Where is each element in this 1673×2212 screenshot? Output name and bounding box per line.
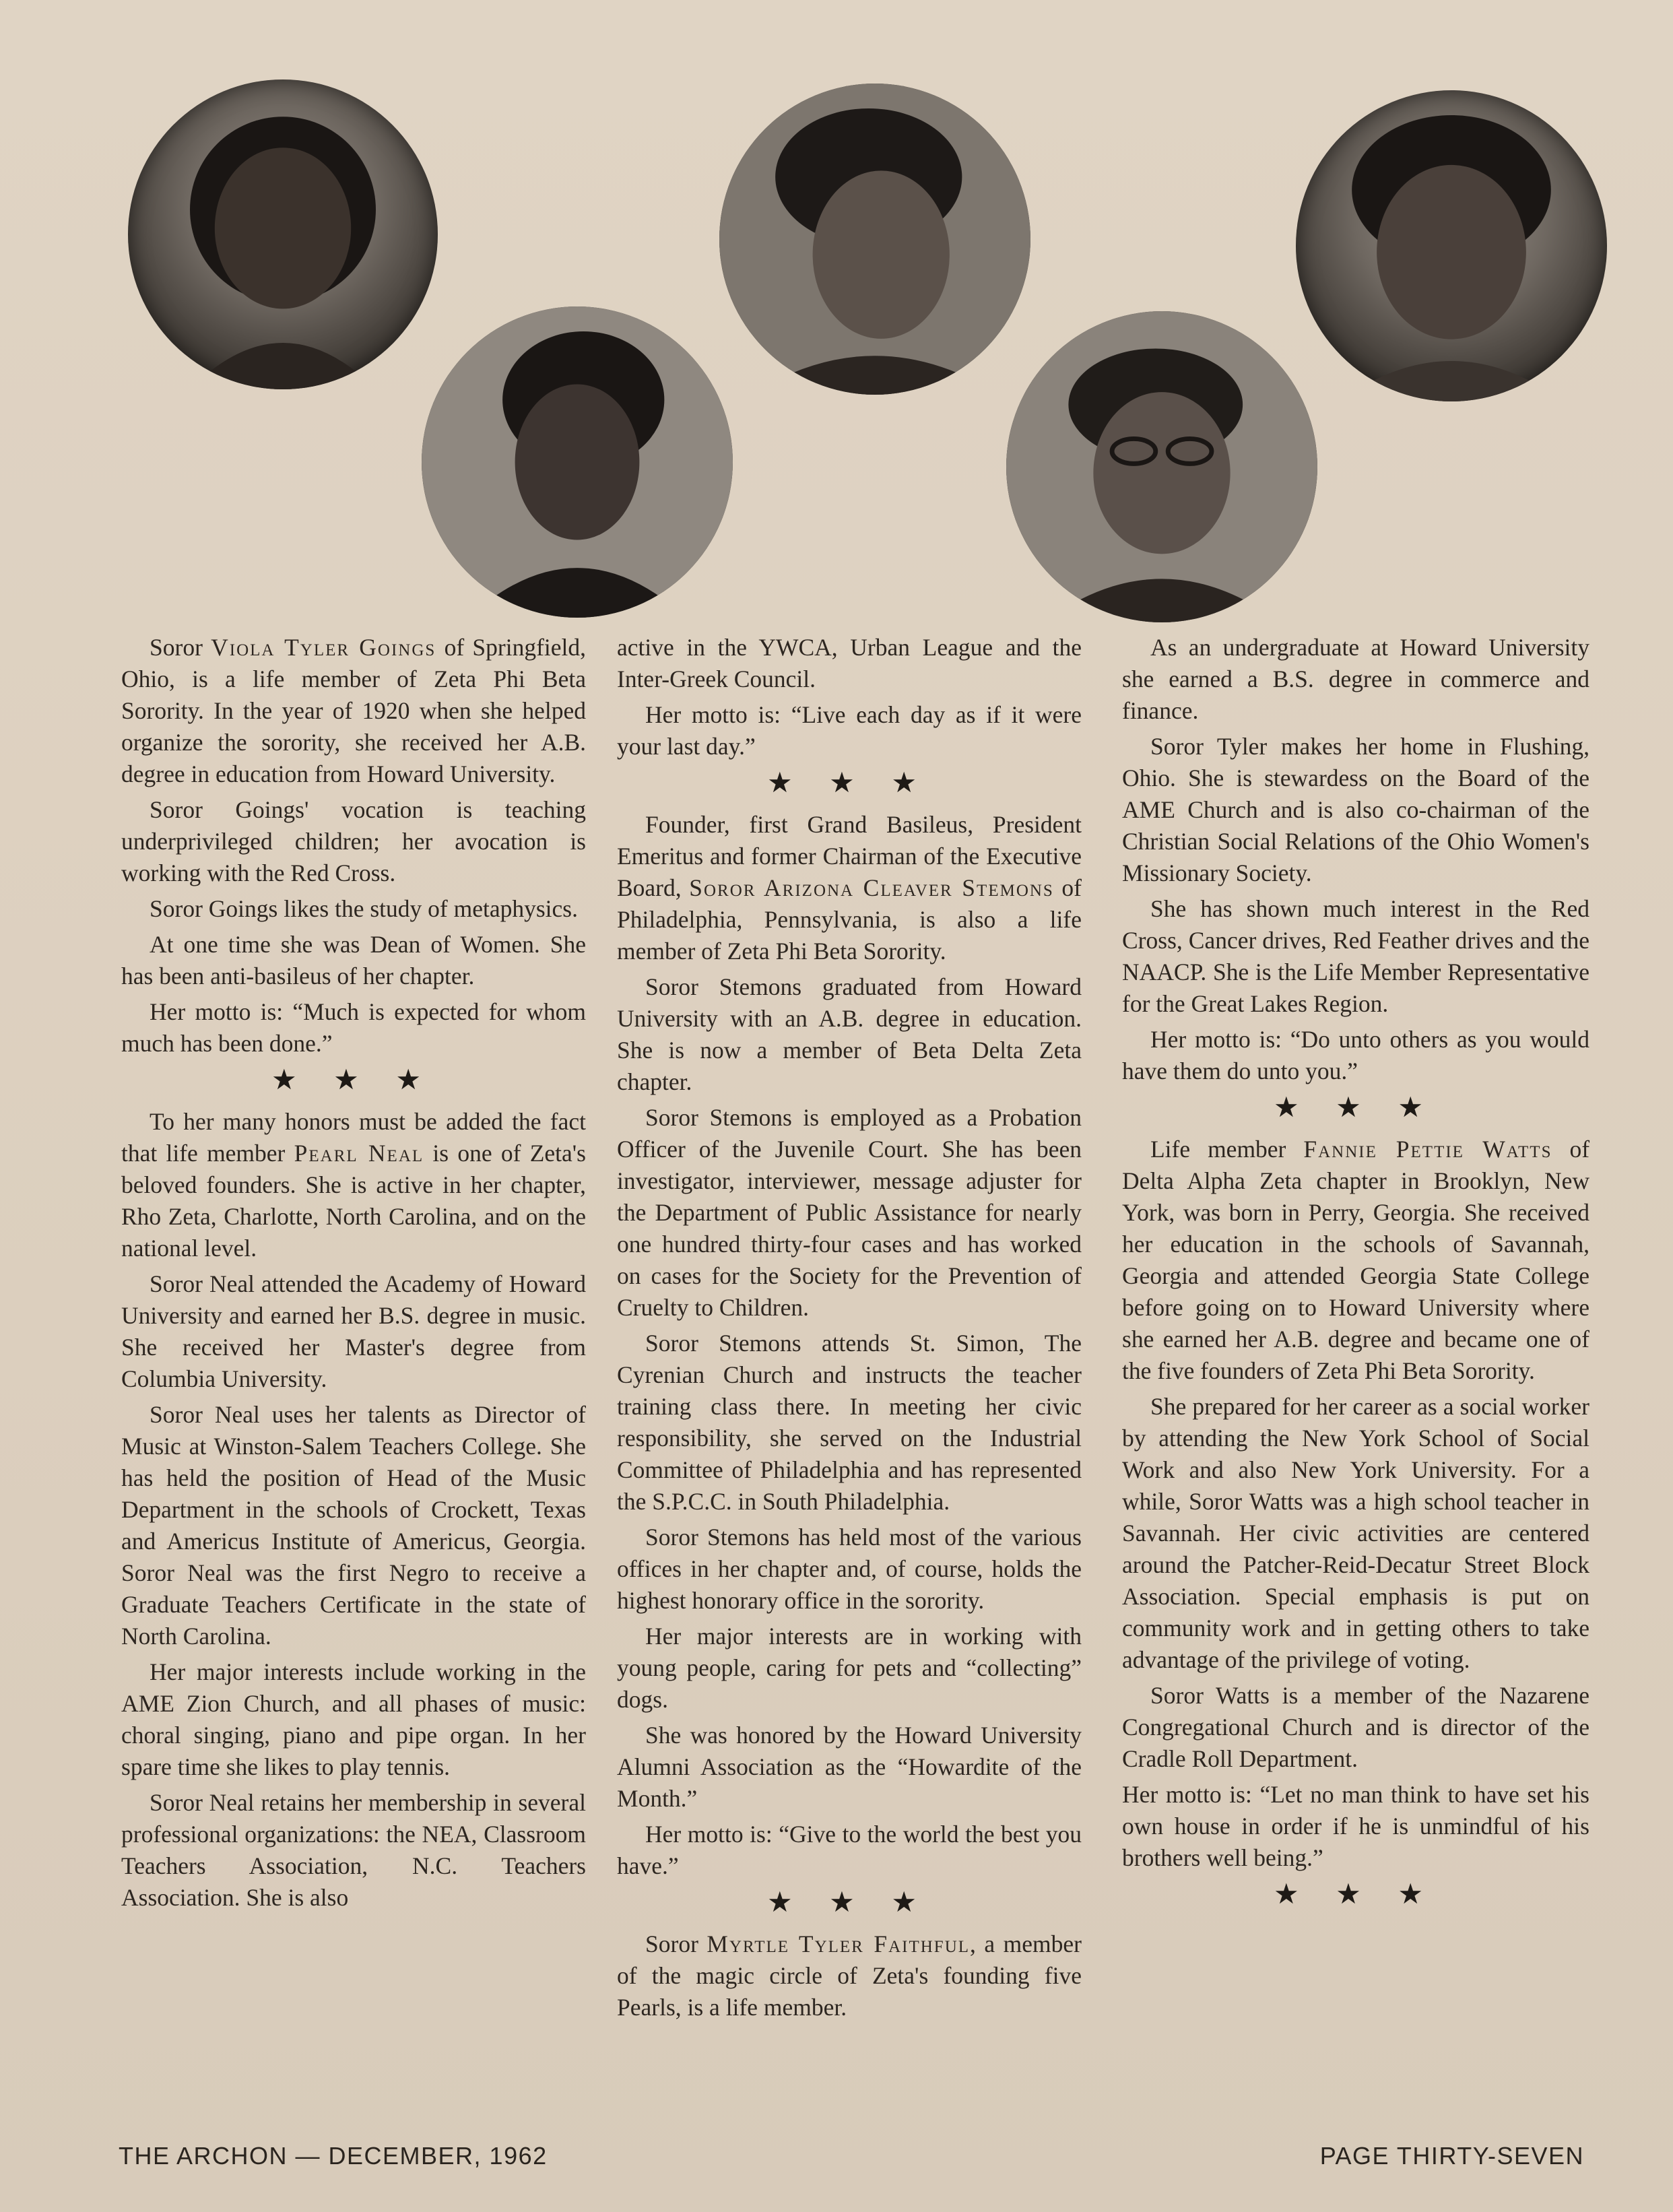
paragraph: As an undergraduate at Howard University she earned a B.S. degree in commerce and finance. [1122, 634, 1589, 724]
paragraph: Soror Stemons attends St. Simon, The Cyrenian Church and instructs the teacher training class there. In meeting her civic responsibility, she served on the Industrial Committee of Philadelphia and has represented the S.P.C.C. in South Philadelphia. [617, 1330, 1082, 1515]
paragraph: Her motto is: “Live each day as if it were your last day.” [617, 701, 1082, 760]
paragraph: Soror Goings' vocation is teaching underprivileged children; her avocation is working with the Red Cross. [121, 796, 586, 886]
paragraph: At one time she was Dean of Women. She has been anti-basileus of her chapter. [121, 931, 586, 989]
paragraph: Soror Stemons graduated from Howard University with an A.B. degree in education. She is now a member of Beta Delta Zeta chapter. [617, 973, 1082, 1095]
paragraph: Soror Myrtle Tyler Faithful, a member of the magic circle of Zeta's founding five Pearls, is a life member. [617, 1930, 1082, 2021]
paragraph: Her motto is: “Give to the world the best you have.” [617, 1821, 1082, 1879]
portrait-photo-3 [719, 84, 1030, 395]
paragraph: Soror Stemons has held most of the various offices in her chapter and, of course, holds the highest honorary office in the sorority. [617, 1524, 1082, 1614]
paragraph: She prepared for her career as a social worker by attending the New York School of Social Work and also New York University. For a while, Soror Watts was a high school teacher in Savannah. Her civic activities are centered around the Patcher-Reid-Decatur Street Block Association. Special emphasis is put on community work and in getting others to take advantage of the privilege of voting. [1122, 1393, 1589, 1673]
paragraph: To her many honors must be added the fact that life member Pearl Neal is one of Zeta's beloved founders. She is active in her chapter, Rho Zeta, Charlotte, North Carolina, and on the national level. [121, 1108, 586, 1262]
section-divider-stars: ★ ★ ★ [1274, 1879, 1438, 1910]
paragraph: Her major interests include working in the AME Zion Church, and all phases of music: choral singing, piano and pipe organ. In her spare time she likes to play tennis. [121, 1658, 586, 1780]
paragraph: Her motto is: “Do unto others as you would have them do unto you.” [1122, 1026, 1589, 1084]
member-name: Soror Arizona Cleaver Stemons [689, 874, 1054, 901]
paragraph: Her motto is: “Much is expected for whom much has been done.” [121, 998, 586, 1057]
section-divider-stars: ★ ★ ★ [271, 1065, 436, 1096]
footer-publication: THE ARCHON — DECEMBER, 1962 [119, 2142, 548, 2170]
section-divider-stars: ★ ★ ★ [767, 768, 931, 799]
paragraph: Soror Stemons is employed as a Probation Officer of the Juvenile Court. She has been investigator, interviewer, message adjuster for the Department of Public Assistance for nearly one hundred thirty-four cases and has worked on cases for the Society for the Prevention of Cruelty to Children. [617, 1104, 1082, 1321]
portrait-photo-1 [128, 79, 438, 389]
paragraph: Soror Goings likes the study of metaphysics. [150, 895, 578, 922]
member-name: Fannie Pettie Watts [1303, 1136, 1552, 1163]
portrait-photo-5 [1296, 90, 1607, 401]
paragraph: She was honored by the Howard University Alumni Association as the “Howardite of the Month.” [617, 1722, 1082, 1812]
paragraph: Her motto is: “Let no man think to have set his own house in order if he is unmindful of his brothers well being.” [1122, 1781, 1589, 1871]
text-column-2 [617, 632, 1082, 2027]
paragraph: active in the YWCA, Urban League and the Inter-Greek Council. [617, 634, 1082, 692]
section-divider-stars: ★ ★ ★ [767, 1887, 931, 1918]
text-column-3 [1122, 632, 1589, 1920]
portrait-image [422, 306, 733, 618]
member-name: Viola Tyler Goings [211, 634, 436, 661]
portrait-image [719, 84, 1030, 395]
text-column-1 [121, 632, 586, 1918]
paragraph: Life member Fannie Pettie Watts of Delta Alpha Zeta chapter in Brooklyn, New York, was born in Perry, Georgia. She received her education in the schools of Savannah, Georgia and attended Georgia State College before going on to Howard University where she earned her A.B. degree and became one of the five founders of Zeta Phi Beta Sorority. [1122, 1136, 1590, 1384]
paragraph: Soror Neal attended the Academy of Howard University and earned her B.S. degree in music. She received her Master's degree from Columbia University. [121, 1270, 586, 1392]
section-divider-stars: ★ ★ ★ [1274, 1093, 1438, 1124]
paragraph: Founder, first Grand Basileus, President Emeritus and former Chairman of the Executive Board, Soror Arizona Cleaver Stemons of Philadelphia, Pennsylvania, is also a life member of Zeta Phi Beta Sorority. [617, 811, 1082, 965]
paragraph: She has shown much interest in the Red Cross, Cancer drives, Red Feather drives and the NAACP. She is the Life Member Representative for the Great Lakes Region. [1122, 895, 1589, 1017]
member-name: Pearl Neal [294, 1140, 424, 1167]
footer-page-number: PAGE THIRTY-SEVEN [1319, 2142, 1584, 2170]
paragraph: Soror Viola Tyler Goings of Springfield, Ohio, is a life member of Zeta Phi Beta Sorority. In the year of 1920 when she helped organize the sorority, she received her A.B. degree in education from Howard University. [121, 634, 587, 787]
portrait-photo-4 [1006, 311, 1317, 622]
portrait-image [1006, 311, 1317, 622]
paragraph: Her major interests are in working with young people, caring for pets and “collecting” dogs. [617, 1623, 1082, 1713]
paragraph: Soror Neal uses her talents as Director of Music at Winston-Salem Teachers College. She has held the position of Head of the Music Department in the schools of Crockett, Texas and Americus Institute of Americus, Georgia. Soror Neal was the first Negro to receive a Graduate Teachers Certificate in the state of North Carolina. [121, 1401, 586, 1650]
portrait-image [128, 79, 438, 389]
portrait-photo-2 [422, 306, 733, 618]
member-name: Myrtle Tyler Faithful [707, 1930, 971, 1957]
paragraph: Soror Tyler makes her home in Flushing, Ohio. She is stewardess on the Board of the AME Church and is also co-chairman of the Christian Social Relations of the Ohio Women's Missionary Society. [1122, 733, 1589, 886]
portrait-image [1296, 90, 1607, 401]
paragraph: Soror Neal retains her membership in several professional organizations: the NEA, Classroom Teachers Association, N.C. Teachers Association. She is also [121, 1789, 586, 1911]
paragraph: Soror Watts is a member of the Nazarene Congregational Church and is director of the Cradle Roll Department. [1122, 1682, 1589, 1772]
